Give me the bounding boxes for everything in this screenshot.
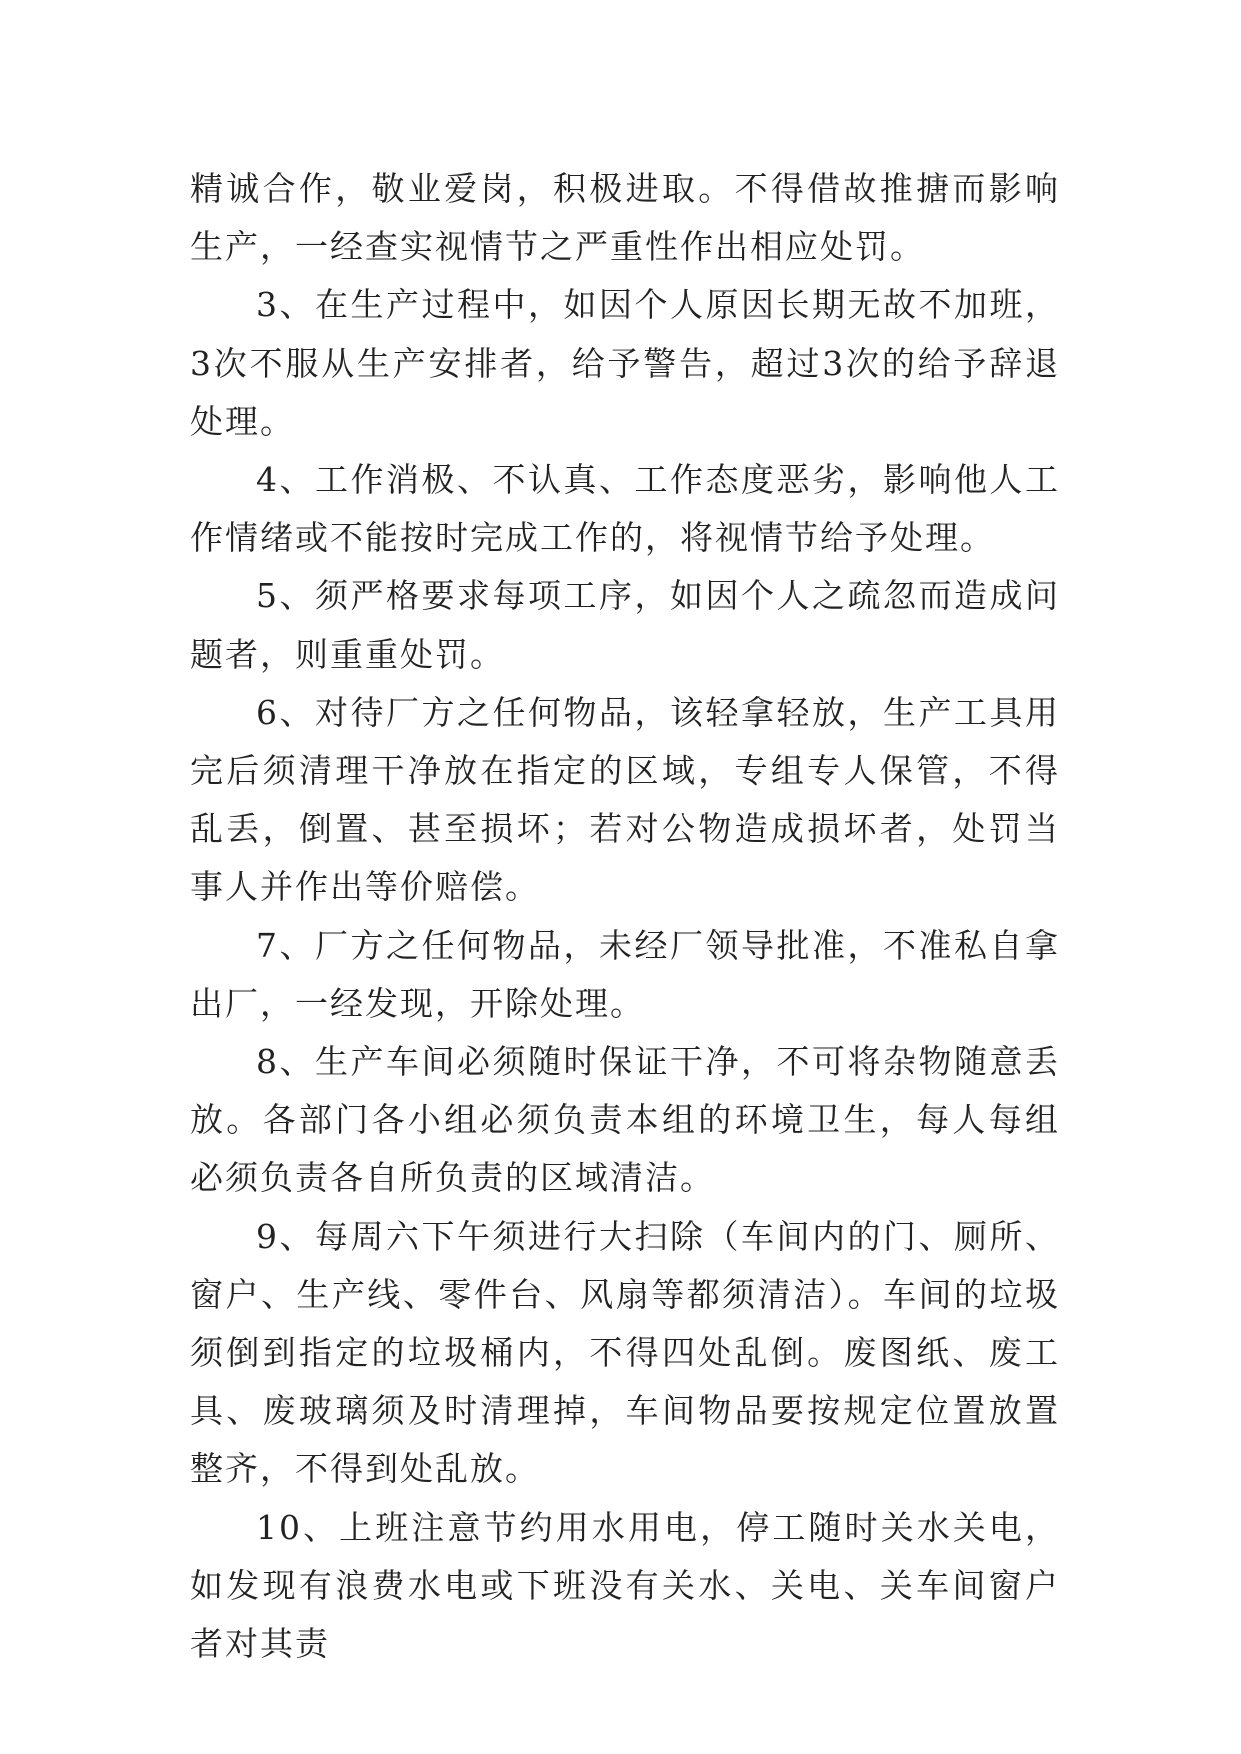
paragraph-rule-10: 10、上班注意节约用水用电，停工随时关水关电，如发现有浪费水电或下班没有关水、关电、关车间窗户者对其责 [190,1507,1060,1664]
document-body [190,160,1060,1673]
paragraph-rule-9: 9、每周六下午须进行大扫除（车间内的门、厕所、窗户、生产线、零件台、风扇等都须清洁）。车间的垃圾须倒到指定的垃圾桶内，不得四处乱倒。废图纸、废工具、废玻璃须及时清理掉，车间物品要按规定位置放置整齐，不得到处乱放。 [190,1216,1060,1489]
paragraph-rule-3: 3、在生产过程中，如因个人原因长期无故不加班，3次不服从生产安排者，给予警告，超过3次的给予辞退处理。 [190,285,1060,441]
paragraph-rule-5: 5、须严格要求每项工序，如因个人之疏忽而造成问题者，则重重处罚。 [190,576,1060,674]
paragraph-rule-4: 4、工作消极、不认真、工作态度恶劣，影响他人工作情绪或不能按时完成工作的，将视情节给予处理。 [190,460,1060,558]
paragraph-rule-7: 7、厂方之任何物品，未经厂领导批准，不准私自拿出厂，一经发现，开除处理。 [190,925,1060,1023]
paragraph-rule-6: 6、对待厂方之任何物品，该轻拿轻放，生产工具用完后须清理干净放在指定的区域，专组专人保管，不得乱丢，倒置、甚至损坏；若对公物造成损坏者，处罚当事人并作出等价赔偿。 [190,692,1060,907]
paragraph-rule-8: 8、生产车间必须随时保证干净，不可将杂物随意丢放。各部门各小组必须负责本组的环境卫生，每人每组必须负责各自所负责的区域清洁。 [190,1042,1060,1198]
paragraph-continuation: 精诚合作，敬业爱岗，积极进取。不得借故推搪而影响生产，一经查实视情节之严重性作出相应处罚。 [190,169,1060,267]
